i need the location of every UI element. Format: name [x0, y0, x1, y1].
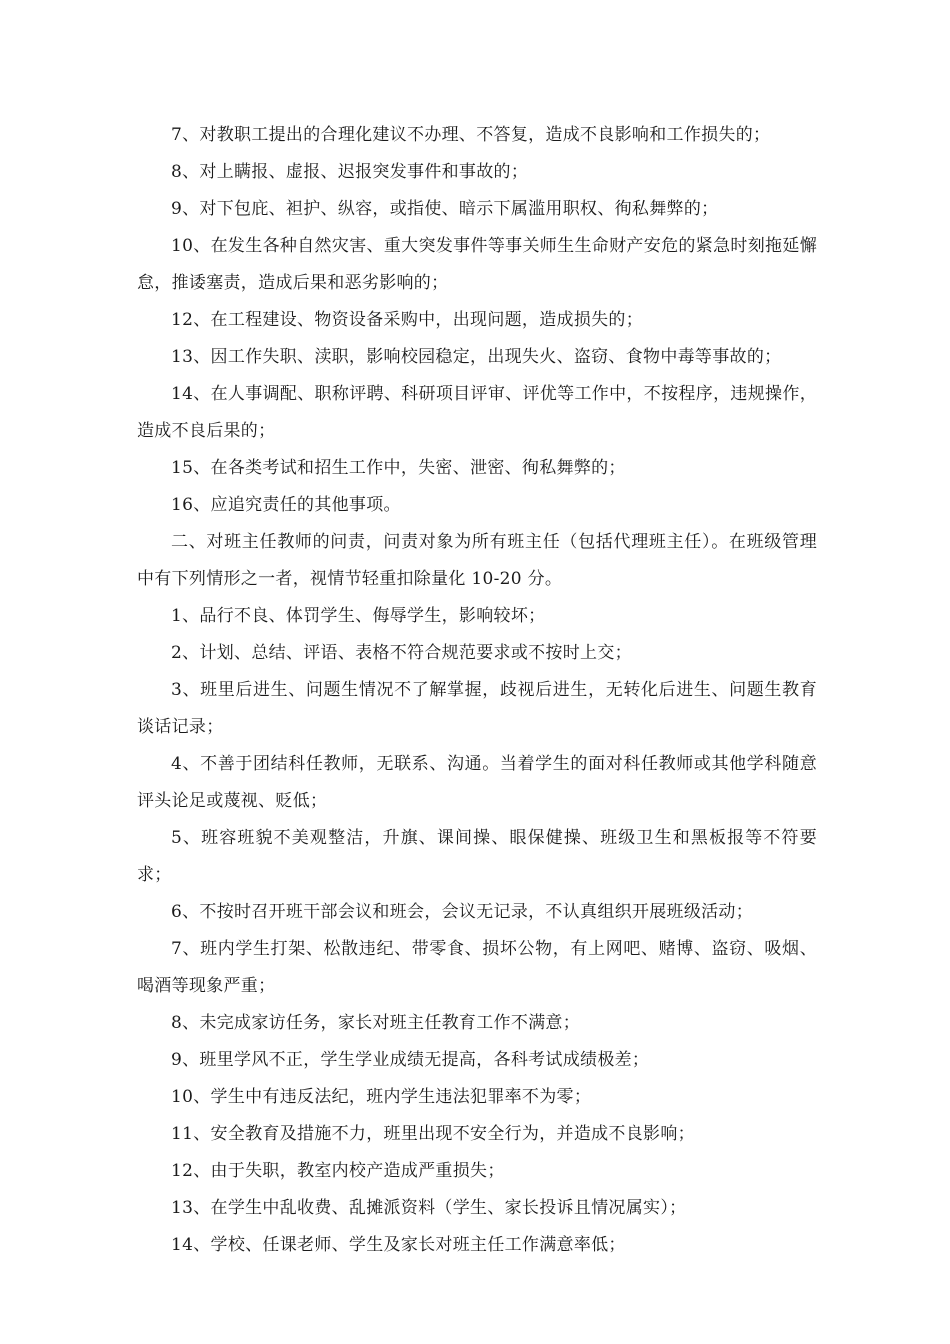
paragraph: 13、因工作失职、渎职，影响校园稳定，出现失火、盗窃、食物中毒等事故的；	[171, 347, 782, 367]
paragraph: 9、班里学风不正，学生学业成绩无提高，各科考试成绩极差；	[171, 1050, 650, 1070]
paragraph: 2、计划、总结、评语、表格不符合规范要求或不按时上交；	[171, 643, 632, 663]
paragraph: 14、在人事调配、职称评聘、科研项目评审、评优等工作中，不按程序，违规操作，造成不良后果的；	[137, 384, 817, 441]
paragraph: 12、由于失职，教室内校产造成严重损失；	[171, 1161, 505, 1181]
paragraph: 10、学生中有违反法纪，班内学生违法犯罪率不为零；	[171, 1087, 592, 1107]
paragraph: 7、对教职工提出的合理化建议不办理、不答复，造成不良影响和工作损失的；	[171, 125, 771, 145]
paragraph: 15、在各类考试和招生工作中，失密、泄密、徇私舞弊的；	[171, 458, 626, 478]
paragraph: 16、应追究责任的其他事项。	[171, 495, 401, 515]
paragraph: 11、安全教育及措施不力，班里出现不安全行为，并造成不良影响；	[171, 1124, 695, 1144]
paragraph: 10、在发生各种自然灾害、重大突发事件等事关师生生命财产安危的紧急时刻拖延懈怠，推诿塞责，造成后果和恶劣影响的；	[137, 236, 817, 293]
paragraph: 9、对下包庇、袒护、纵容，或指使、暗示下属滥用职权、徇私舞弊的；	[171, 199, 719, 219]
paragraph: 8、未完成家访任务，家长对班主任教育工作不满意；	[171, 1013, 581, 1033]
paragraph: 6、不按时召开班干部会议和班会，会议无记录，不认真组织开展班级活动；	[171, 902, 754, 922]
document-body	[137, 117, 817, 1264]
paragraph: 3、班里后进生、问题生情况不了解掌握，歧视后进生，无转化后进生、问题生教育谈话记录；	[137, 680, 817, 737]
paragraph: 13、在学生中乱收费、乱摊派资料（学生、家长投诉且情况属实）；	[171, 1198, 687, 1218]
paragraph: 14、学校、任课老师、学生及家长对班主任工作满意率低；	[171, 1235, 626, 1255]
paragraph: 4、不善于团结科任教师，无联系、沟通。当着学生的面对科任教师或其他学科随意评头论足或蔑视、贬低；	[137, 754, 817, 811]
paragraph: 7、班内学生打架、松散违纪、带零食、损坏公物，有上网吧、赌博、盗窃、吸烟、喝酒等现象严重；	[137, 939, 817, 996]
paragraph: 8、对上瞒报、虚报、迟报突发事件和事故的；	[171, 162, 529, 182]
paragraph: 1、品行不良、体罚学生、侮辱学生，影响较坏；	[171, 606, 546, 626]
paragraph: 12、在工程建设、物资设备采购中，出现问题，造成损失的；	[171, 310, 644, 330]
paragraph: 5、班容班貌不美观整洁，升旗、课间操、眼保健操、班级卫生和黑板报等不符要求；	[137, 828, 817, 885]
section-heading-paragraph: 二、对班主任教师的问责，问责对象为所有班主任（包括代理班主任）。在班级管理中有下列情形之一者，视情节轻重扣除量化 10-20 分。	[137, 532, 817, 589]
